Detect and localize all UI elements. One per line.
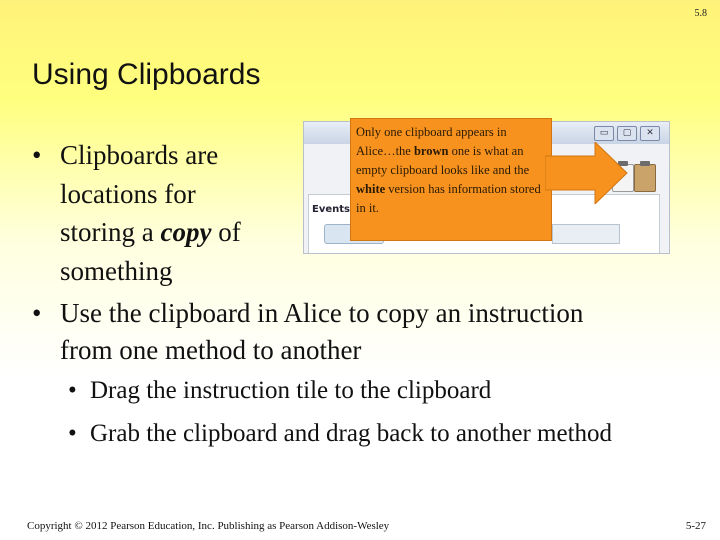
bullet-marker: •	[32, 298, 42, 328]
callout-white: white	[356, 182, 386, 196]
callout-brown: brown	[413, 144, 449, 158]
minimize-icon: ▭	[594, 126, 614, 141]
brown-clipboard-icon	[634, 164, 656, 192]
bullet-marker: •	[32, 140, 42, 170]
sub-bullet-2-text: Grab the clipboard and drag back to another method	[90, 420, 613, 447]
callout-text-1: Only one clipboard appears in Alice…the	[356, 125, 507, 158]
pointer-arrow-icon	[545, 142, 629, 204]
sub-bullet-marker: •	[68, 420, 77, 447]
bullet-2	[32, 295, 632, 369]
bullet-1-prefix: Clipboards are locations for storing a	[60, 140, 219, 247]
callout-text-3: version has information stored in it.	[356, 182, 541, 215]
slide-title: Using Clipboards	[32, 58, 261, 91]
sub-bullet-1	[68, 375, 708, 407]
slide-id: 5-27	[685, 520, 706, 532]
bullet-1-suffix: of something	[60, 217, 241, 286]
sub-bullet-2	[68, 418, 708, 450]
copyright-footer: Copyright © 2012 Pearson Education, Inc. Publishing as Pearson Addison-Wesley	[27, 520, 390, 532]
callout-text-2: one is what an empty clipboard looks like and the	[356, 144, 530, 177]
page-number: 5.8	[694, 8, 707, 19]
bullet-2-text: Use the clipboard in Alice to copy an instruction from one method to another	[60, 298, 584, 365]
maximize-icon: ▢	[617, 126, 637, 141]
events-label: Events	[312, 204, 350, 215]
sub-bullet-1-text: Drag the instruction tile to the clipboard	[90, 377, 492, 404]
callout-box	[350, 118, 552, 241]
bullet-1	[32, 136, 272, 290]
close-icon: ✕	[640, 126, 660, 141]
event-field	[552, 224, 620, 244]
bullet-1-emphasis: copy	[160, 217, 212, 247]
sub-bullet-marker: •	[68, 377, 77, 404]
